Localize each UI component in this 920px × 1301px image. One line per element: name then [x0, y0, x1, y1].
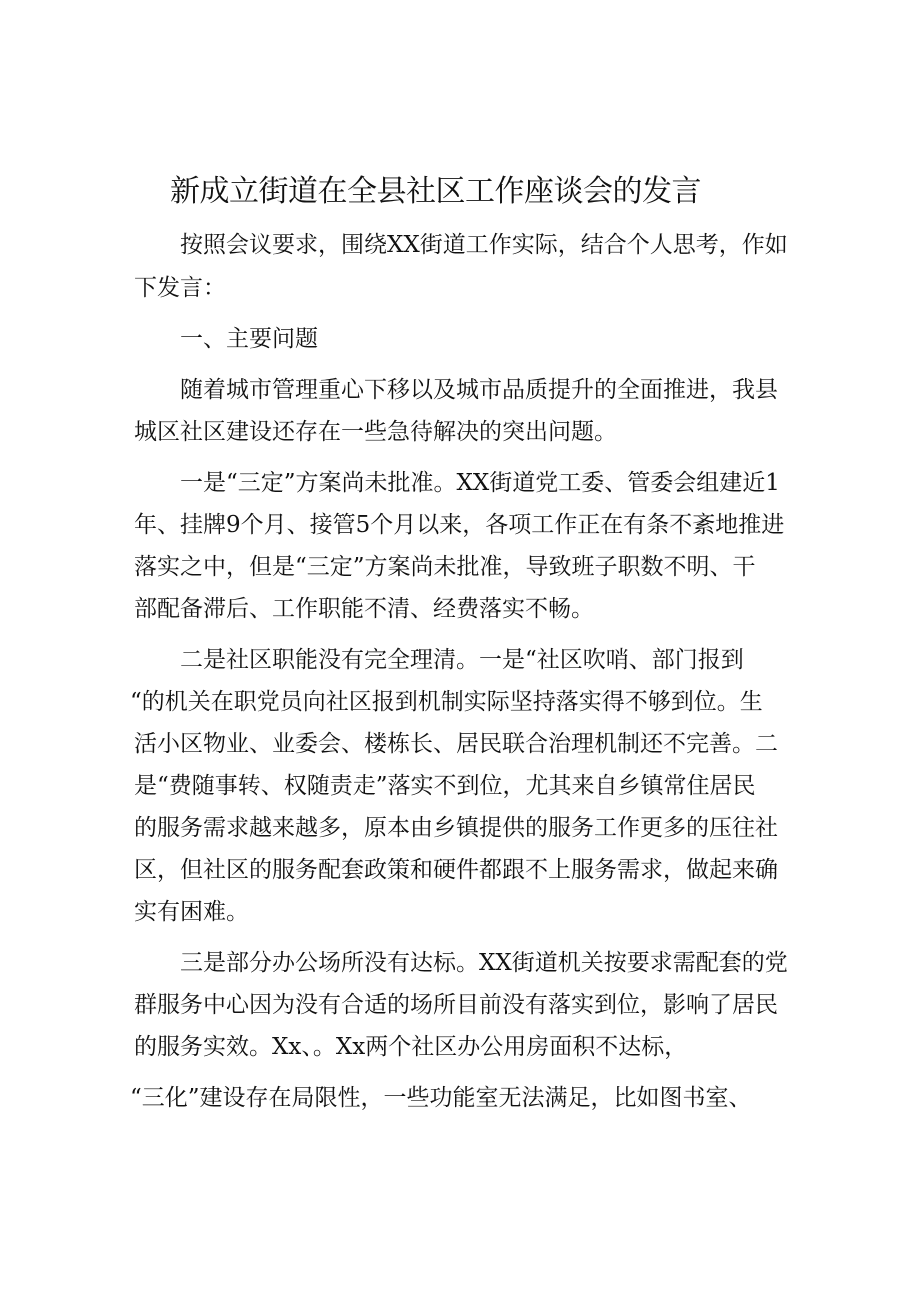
text-line-10: 二是社区职能没有完全理清。一是“社区吹哨、部门报到	[180, 647, 744, 673]
text-line-14: 的服务需求越来越多，原本由乡镇提供的服务工作更多的压往社	[134, 815, 778, 841]
text-line-16: 实有困难。	[134, 899, 249, 925]
section-heading-1: 一、主要问题	[180, 326, 318, 352]
text-line-20: “三化”建设存在局限性，一些功能室无法满足，比如图书室、	[130, 1085, 752, 1111]
text-line-2: 下发言：	[134, 275, 226, 301]
text-line-4: 随着城市管理重心下移以及城市品质提升的全面推进，我县	[180, 377, 778, 403]
text-line-11: “的机关在职党员向社区报到机制实际坚持落实得不够到位。生	[130, 689, 763, 715]
text-line-18: 群服务中心因为没有合适的场所目前没有落实到位，影响了居民	[134, 992, 778, 1018]
text-line-9: 部配备滞后、工作职能不清、经费落实不畅。	[134, 596, 594, 622]
text-line-6: 一是“三定”方案尚未批准。XX街道党工委、管委会组建近1	[180, 470, 780, 496]
text-line-5: 城区社区建设还存在一些急待解决的突出问题。	[134, 419, 617, 445]
text-line-1: 按照会议要求，围绕XX街道工作实际，结合个人思考，作如	[180, 232, 788, 258]
text-line-19: 的服务实效。Xx、。Xx两个社区办公用房面积不达标，	[134, 1034, 688, 1060]
text-line-8: 落实之中，但是“三定”方案尚未批准，导致班子职数不明、干	[134, 554, 756, 580]
text-line-13: 是“费随事转、权随责走”落实不到位，尤其来自乡镇常住居民	[134, 773, 756, 799]
text-line-7: 年、挂牌9个月、接管5个月以来，各项工作正在有条不紊地推进	[134, 512, 785, 538]
document-title: 新成立街道在全县社区工作座谈会的发言	[170, 174, 701, 209]
text-line-12: 活小区物业、业委会、楼栋长、居民联合治理机制还不完善。二	[134, 731, 778, 757]
text-line-15: 区，但社区的服务配套政策和硬件都跟不上服务需求，做起来确	[134, 857, 778, 883]
text-line-17: 三是部分办公场所没有达标。XX街道机关按要求需配套的党	[180, 950, 788, 976]
